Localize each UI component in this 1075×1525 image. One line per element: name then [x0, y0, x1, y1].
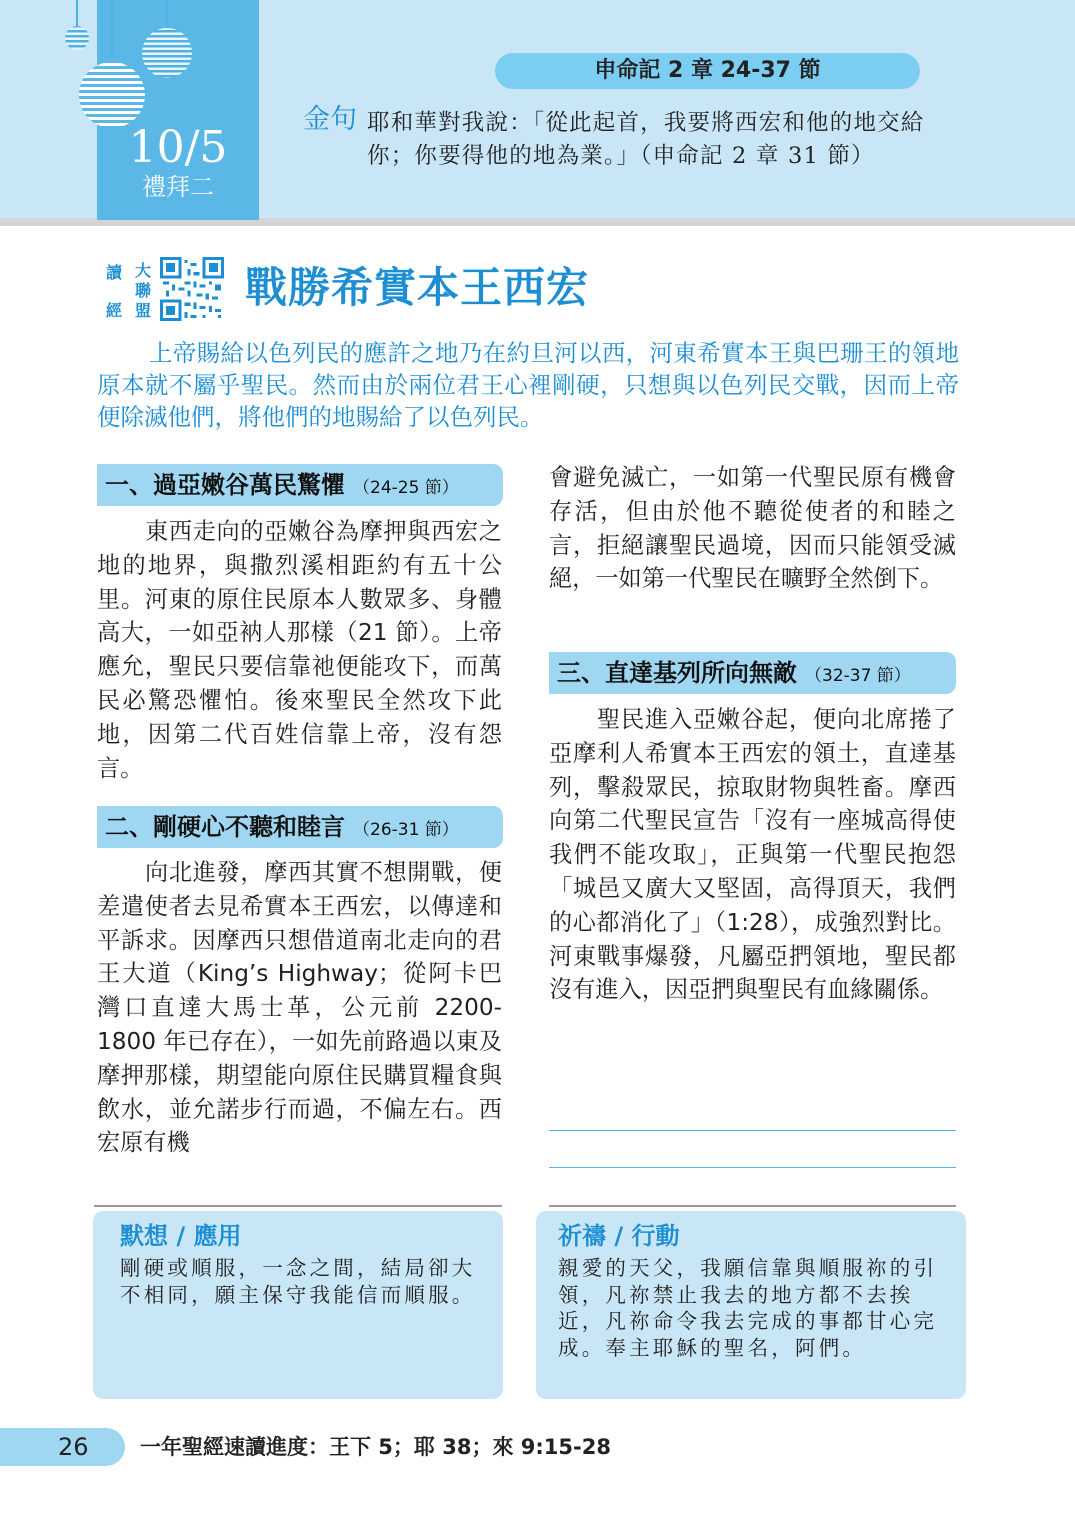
meditation-text: 剛硬或順服，一念之間，結局卻大不相同，願主保守我能信而順服。	[120, 1256, 476, 1307]
tag-char: 經	[106, 301, 123, 320]
weekday: 禮拜二	[142, 173, 214, 201]
section-verses: （24-25 節）	[353, 478, 459, 498]
section-body-3: 聖民進入亞嫩谷起，便向北席捲了亞摩利人希實本王西宏的領土，直達基列，擊殺眾民，掠取財物與牲畜。摩西向第二代聖民宣告「沒有一座城高得使我們不能攻取」，正與第一代聖民抱怨「城邑又廣大又堅固，高得頂天，我們的心都消化了」（1:28），成強烈對比。河東戰事爆發，凡屬亞捫領地，聖民都沒有進入，因亞捫與聖民有血緣關係。	[549, 706, 956, 1004]
section-verses: （32-37 節）	[805, 666, 911, 686]
section-heading-2	[97, 806, 503, 848]
page-number: 26	[58, 1433, 89, 1461]
prayer-title: 祈禱 / 行動	[558, 1222, 680, 1250]
section-body-1: 東西走向的亞嫩谷為摩押與西宏之地的地界，與撒烈溪相距約有五十公里。河東的原住民原本人數眾多、身體高大，一如亞衲人那樣（21 節）。上帝應允，聖民只要信靠祂便能攻下，而萬民必驚恐懼怕。後來聖民全然攻下此地，因第二代百姓信靠上帝，沒有怨言。	[97, 518, 502, 782]
tag-char: 大	[135, 261, 152, 280]
section-body-2-continued: 會避免滅亡，一如第一代聖民原有機會存活，但由於他不聽從使者的和睦之言，拒絕讓聖民過境，因而只能領受滅絕，一如第一代聖民在曠野全然倒下。	[549, 464, 956, 593]
note-line	[549, 1130, 956, 1131]
meditation-box	[93, 1211, 503, 1399]
meditation-title: 默想 / 應用	[120, 1222, 242, 1250]
lantern-decoration-icon	[55, 0, 205, 130]
page-title: 戰勝希實本王西宏	[245, 263, 590, 312]
section-heading-text: 三、直達基列所向無敵	[557, 659, 797, 687]
section-heading-3	[549, 652, 956, 694]
tag-char: 讀	[106, 263, 123, 282]
golden-verse-label: 金句	[303, 104, 357, 135]
note-line	[549, 1167, 956, 1168]
reading-progress: 一年聖經速讀進度：王下 5；耶 38；來 9:15-28	[140, 1435, 611, 1459]
golden-verse-text: 耶和華對我說：「從此起首，我要將西宏和他的地交給你；你要得他的地為業。」（申命記 2 章 31 節）	[367, 110, 925, 169]
tag-char: 盟	[135, 301, 152, 320]
date: 10/5	[128, 122, 228, 173]
section-heading-text: 二、剛硬心不聽和睦言	[105, 813, 345, 841]
section-heading-text: 一、過亞嫩谷萬民驚懼	[105, 471, 345, 499]
tag-char: 聯	[135, 281, 152, 300]
prayer-box	[536, 1211, 966, 1399]
section-heading-1	[97, 464, 503, 506]
intro-paragraph: 上帝賜給以色列民的應許之地乃在約旦河以西，河東希實本王與巴珊王的領地原本就不屬乎聖民。然而由於兩位君王心裡剛硬，只想與以色列民交戰，因而上帝便除滅他們，將他們的地賜給了以色列民。	[97, 339, 959, 431]
box-divider	[549, 1205, 956, 1207]
section-verses: （26-31 節）	[353, 820, 459, 840]
passage-ref: 申命記 2 章 24-37 節	[594, 58, 821, 83]
section-body-2: 向北進發，摩西其實不想開戰，便差遣使者去見希實本王西宏，以傳達和平訴求。因摩西只想借道南北走向的君王大道（King’s Highway；從阿卡巴灣口直達大馬士革，公元前 2200-1800 年已存在），一如先前路過以東及摩押那樣，期望能向原住民購買糧食與飲水，並允諾步行而過，不偏左右。西宏原有機	[97, 859, 502, 1157]
box-divider	[94, 1205, 502, 1207]
prayer-text: 親愛的天父，我願信靠與順服祢的引領，凡祢禁止我去的地方都不去挨近，凡祢命令我去完成的事都甘心完成。奉主耶穌的聖名，阿們。	[558, 1256, 938, 1360]
qr-code-icon[interactable]	[160, 257, 224, 321]
